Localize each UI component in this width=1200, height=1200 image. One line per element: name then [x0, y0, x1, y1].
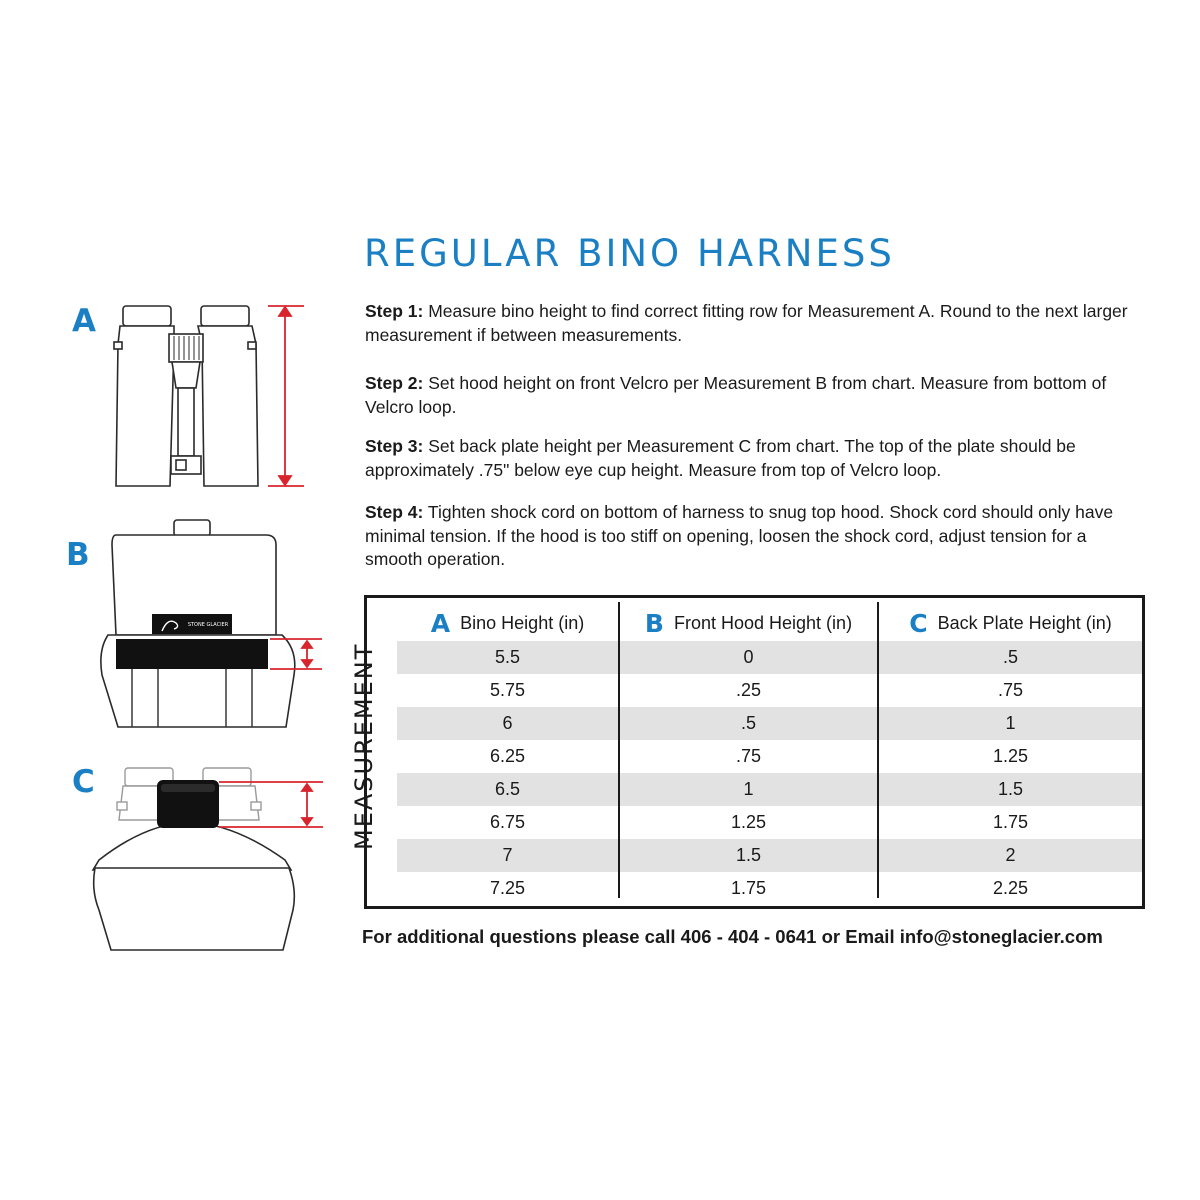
right-barrel — [198, 326, 258, 486]
column-header-a — [397, 606, 618, 640]
cell-bino-height: 7 — [502, 845, 513, 865]
height-measure-a — [268, 306, 304, 486]
column-header-c — [879, 606, 1142, 640]
column-b-letter: B — [644, 608, 664, 638]
diagram-a-letter: A — [72, 303, 96, 339]
cell-front-hood-height: 1.75 — [730, 878, 767, 898]
step-3-text: Set back plate height per Measurement C from chart. The top of the plate should be approximately .75" below eye cup height. Measure from top of Velcro loop. — [365, 436, 1076, 480]
cell-front-hood-height: 1 — [743, 779, 754, 799]
harness-body-c — [94, 868, 295, 950]
diagram-c-letter: C — [72, 764, 95, 800]
cell-back-plate-height: 2.25 — [992, 878, 1029, 898]
step-2-label: Step 2: — [365, 373, 424, 393]
back-plate-diagram — [85, 760, 330, 960]
right-eyecup — [201, 306, 249, 326]
contact-footer: For additional questions please call 406 - 404 - 0641 or Email info@stoneglacier.com — [362, 926, 1103, 947]
step-3 — [365, 435, 1140, 482]
binocular-diagram — [100, 296, 330, 496]
cell-front-hood-height: .75 — [735, 746, 762, 766]
stone-glacier-logo — [152, 614, 232, 634]
cell-bino-height: 6.75 — [489, 812, 526, 832]
left-strap-lug — [114, 342, 122, 349]
measurement-label-text: MEASUREMENT — [350, 642, 378, 850]
cell-front-hood-height: .5 — [740, 713, 756, 733]
page-title: REGULAR BINO HARNESS — [364, 232, 895, 275]
right-strap-lug — [248, 342, 256, 349]
step-2-text: Set hood height on front Velcro per Measurement B from chart. Measure from bottom of Velcro loop. — [365, 373, 1107, 417]
velcro-strap — [116, 639, 268, 669]
step-4 — [365, 501, 1140, 572]
cell-back-plate-height: 2 — [1005, 845, 1016, 865]
cell-bino-height: 6.25 — [489, 746, 526, 766]
column-c-letter: C — [909, 608, 928, 638]
column-a-label: Bino Height (in) — [460, 612, 585, 633]
cell-back-plate-height: 1.5 — [997, 779, 1024, 799]
step-2 — [365, 372, 1140, 419]
measurement-side-label — [350, 642, 378, 909]
cell-back-plate-height: 1.75 — [992, 812, 1029, 832]
step-4-label: Step 4: — [365, 502, 424, 522]
left-eyecup — [123, 306, 171, 326]
cell-back-plate-height: 1 — [1005, 713, 1016, 733]
left-barrel — [116, 326, 174, 486]
cell-front-hood-height: 0 — [743, 647, 754, 667]
cell-bino-height: 6 — [502, 713, 513, 733]
cell-front-hood-height: .25 — [735, 680, 762, 700]
cell-bino-height: 7.25 — [489, 878, 526, 898]
cell-back-plate-height: .5 — [1002, 647, 1018, 667]
diagram-b-letter: B — [66, 537, 90, 573]
cell-front-hood-height: 1.25 — [730, 812, 767, 832]
measurement-table — [364, 595, 1145, 909]
step-1-text: Measure bino height to find correct fitting row for Measurement A. Round to the next larger measurement if between measurements. — [365, 301, 1128, 345]
cell-bino-height: 6.5 — [494, 779, 521, 799]
cell-back-plate-height: .75 — [997, 680, 1024, 700]
step-3-label: Step 3: — [365, 436, 424, 456]
step-4-text: Tighten shock cord on bottom of harness to snug top hood. Shock cord should only have minimal tension. If the hood is too stiff on opening, loosen the shock cord, adjust tension for a smooth operation. — [365, 502, 1114, 569]
step-1 — [365, 300, 1140, 347]
cell-bino-height: 5.5 — [494, 647, 521, 667]
step-1-label: Step 1: — [365, 301, 424, 321]
column-b-label: Front Hood Height (in) — [673, 612, 853, 633]
cell-bino-height: 5.75 — [489, 680, 526, 700]
column-a-letter: A — [430, 608, 451, 638]
front-hood-diagram — [90, 515, 330, 735]
column-header-b — [620, 606, 877, 640]
cell-front-hood-height: 1.5 — [735, 845, 762, 865]
svg-text:STONE GLACIER: STONE GLACIER — [187, 622, 229, 628]
cell-back-plate-height: 1.25 — [992, 746, 1029, 766]
column-c-label: Back Plate Height (in) — [937, 612, 1112, 633]
